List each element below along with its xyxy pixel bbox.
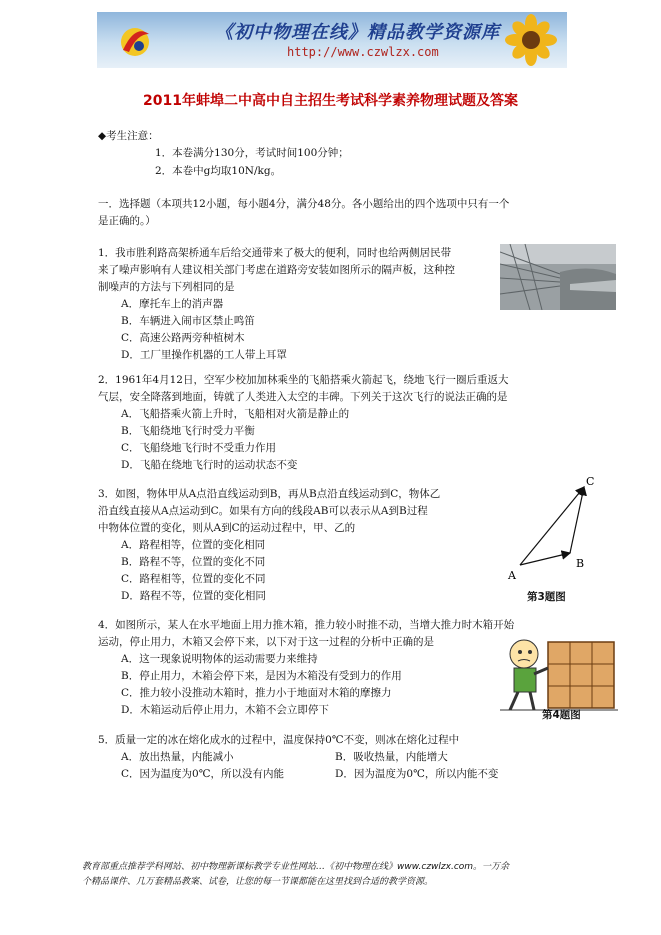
vector-diagram xyxy=(500,475,610,605)
point-label: C xyxy=(586,475,595,488)
sunflower-icon xyxy=(501,14,561,66)
question-4-text: 运动，停止用力，木箱又会停下来，以下对于这一过程的分析中正确的是 xyxy=(98,636,434,648)
question-3-text: 3．如图，物体甲从A点沿直线运动到B，再从B点沿直线运动到C，物体乙 xyxy=(98,488,441,500)
question-5-option: A．放出热量，内能减小 xyxy=(121,751,234,763)
notice-item: 1．本卷满分130分，考试时间100分钟； xyxy=(155,147,349,159)
footer-line: 个精品课件、几万套精品教案、试卷，让您的每一节课都能在这里找到合适的教学资源。 xyxy=(82,877,434,887)
question-1-option: A．摩托车上的消声器 xyxy=(121,298,224,310)
question-2-option: B．飞船绕地飞行时受力平衡 xyxy=(121,425,255,437)
page-footer xyxy=(82,860,602,890)
question-3-option: D．路程不等，位置的变化相同 xyxy=(121,590,266,602)
question-2-option: A．飞船搭乘火箭上升时，飞船相对火箭是静止的 xyxy=(121,408,350,420)
banner-url[interactable]: http://www.czwlzx.com xyxy=(287,45,439,59)
question-4-option: B．停止用力，木箱会停下来，是因为木箱没有受到力的作用 xyxy=(121,670,402,682)
site-banner xyxy=(97,12,567,68)
question-3-option: A．路程相等，位置的变化相同 xyxy=(121,539,266,551)
question-4-option: A．这一现象说明物体的运动需要力来维持 xyxy=(121,653,318,665)
question-2-option: D．飞船在绕地飞行时的运动状态不变 xyxy=(121,459,298,471)
question-1-option: B．车辆进入闹市区禁止鸣笛 xyxy=(121,315,255,327)
footer-line: 教育部重点推荐学科网站、初中物理新课标教学专业性网站…《初中物理在线》www.czwlzx.com。一万余 xyxy=(82,862,510,872)
section-heading: 一．选择题（本项共12小题，每小题4分，满分48分。各小题给出的四个选项中只有一个 xyxy=(98,198,510,210)
question-3-option: C．路程相等，位置的变化不同 xyxy=(121,573,266,585)
question-4-option: C．推力较小没推动木箱时，推力小于地面对木箱的摩擦力 xyxy=(121,687,392,699)
banner-title: 《初中物理在线》精品教学资源库 xyxy=(215,22,500,43)
section-heading: 是正确的。） xyxy=(98,215,156,227)
question-3-option: B．路程不等，位置的变化不同 xyxy=(121,556,266,568)
question-1-text: 制噪声的方法与下列相同的是 xyxy=(98,281,235,293)
site-logo-icon xyxy=(115,20,155,60)
question-3-text: 沿直线直接从A点运动到C。如果有方向的线段AB可以表示从A到B过程 xyxy=(98,505,428,517)
notice-heading: ◆考生注意： xyxy=(98,130,159,142)
question-4-text: 4．如图所示，某人在水平地面上用力推木箱，推力较小时推不动，当增大推力时木箱开始 xyxy=(98,619,515,631)
question-2-text: 气层，安全降落到地面，铸就了人类进入太空的丰碑。下列关于这次飞行的说法正确的是 xyxy=(98,391,508,403)
question-5-option: D．因为温度为0℃，所以内能不变 xyxy=(335,768,499,780)
figure-3-caption: 第3题图 xyxy=(527,591,566,603)
question-1-option: C．高速公路两旁种植树木 xyxy=(121,332,245,344)
point-label: A xyxy=(508,569,516,582)
document-title: 2011年蚌埠二中高中自主招生考试科学素养物理试题及答案 xyxy=(143,93,518,109)
question-5-option: C．因为温度为0℃，所以没有内能 xyxy=(121,768,284,780)
question-5-option: B．吸收热量，内能增大 xyxy=(335,751,448,763)
question-4-option: D．木箱运动后停止用力，木箱不会立即停下 xyxy=(121,704,329,716)
notice-item: 2．本卷中g均取10N/kg。 xyxy=(155,165,282,177)
question-2-text: 2．1961年4月12日，空军少校加加林乘坐的飞船搭乘火箭起飞，绕地飞行一圈后重返大 xyxy=(98,374,509,386)
question-1-text: 1．我市胜利路高架桥通车后给交通带来了极大的便利，同时也给两侧居民带 xyxy=(98,247,452,259)
point-label: B xyxy=(576,557,585,570)
sound-barrier-photo xyxy=(500,244,616,310)
question-2-option: C．飞船绕地飞行时不受重力作用 xyxy=(121,442,277,454)
question-5-text: 5．质量一定的冰在熔化成水的过程中，温度保持0℃不变，则冰在熔化过程中 xyxy=(98,734,460,746)
question-1-text: 来了噪声影响有人建议相关部门考虑在道路旁安装如图所示的隔声板，这种控 xyxy=(98,264,455,276)
question-3-text: 中物体位置的变化，则从A到C的运动过程中，甲、乙的 xyxy=(98,522,356,534)
question-1-option: D．工厂里操作机器的工人带上耳罩 xyxy=(121,349,287,361)
figure-4-caption: 第4题图 xyxy=(542,709,581,721)
